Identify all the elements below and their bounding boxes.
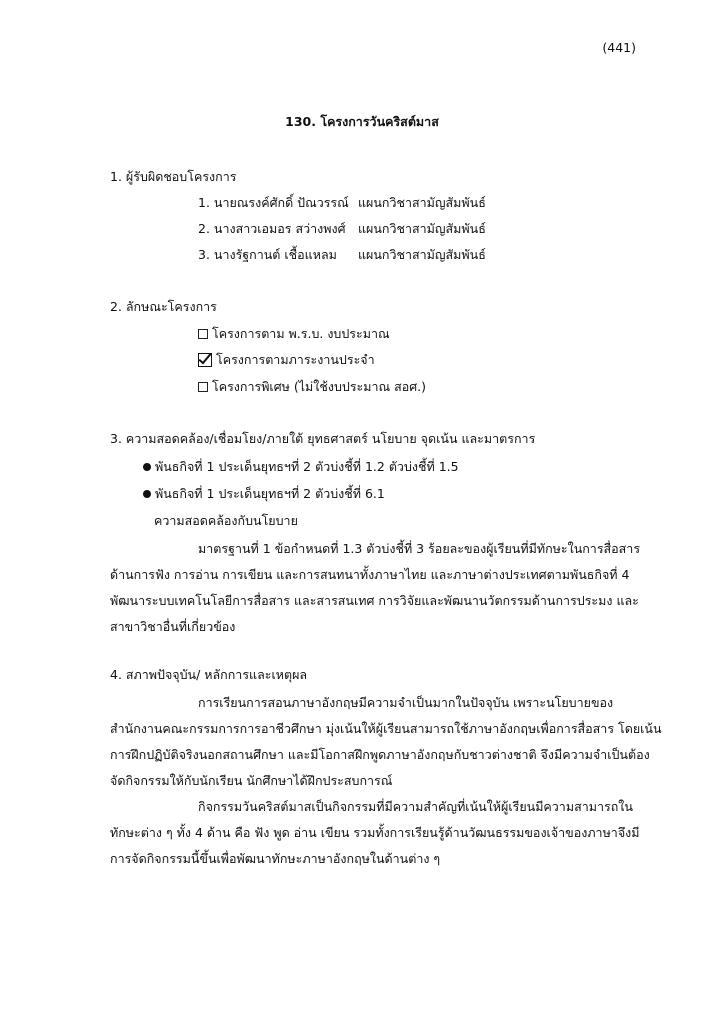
unchecked-box-icon	[198, 329, 208, 339]
responsible-person-1-name: 1. นายณรงค์ศักดิ์ ปัณวรรณ์	[198, 195, 349, 210]
page-number: (441)	[602, 40, 636, 55]
bullet-icon	[143, 490, 151, 498]
responsible-person-2-name: 2. นางสาวเอมอร สว่างพงศ์	[198, 221, 346, 236]
section-2-heading: 2. ลักษณะโครงการ	[110, 299, 217, 314]
paragraph-line: ด้านการฟัง การอ่าน การเขียน และการสนทนาทั้งภาษาไทย และภาษาต่างประเทศตามพันธกิจที่ 4	[110, 567, 630, 582]
responsible-person-1-dept: แผนกวิชาสามัญสัมพันธ์	[358, 195, 486, 210]
project-type-option-routine	[198, 350, 375, 370]
checked-box-icon	[198, 353, 212, 367]
paragraph-line: การเรียนการสอนภาษาอังกฤษมีความจำเป็นมากในปัจจุบัน เพราะนโยบายของ	[198, 695, 614, 710]
paragraph-line: การจัดกิจกรรมนี้ขึ้นเพื่อพัฒนาทักษะภาษาอังกฤษในด้านต่าง ๆ	[110, 851, 441, 866]
section-1-heading: 1. ผู้รับผิดชอบโครงการ	[110, 169, 237, 184]
paragraph-line: สำนักงานคณะกรรมการการอาชีวศึกษา มุ่งเน้นให้ผู้เรียนสามารถใช้ภาษาอังกฤษเพื่อการสื่อสาร โดยเน้น	[110, 721, 662, 736]
paragraph-line: มาตรฐานที่ 1 ข้อกำหนดที่ 1.3 ตัวบ่งชี้ที่ 3 ร้อยละของผู้เรียนที่มีทักษะในการสื่อสาร	[198, 541, 641, 556]
paragraph-line: จัดกิจกรรมให้กับนักเรียน นักศึกษาได้ฝึกประสบการณ์	[110, 773, 393, 788]
responsible-person-2-dept: แผนกวิชาสามัญสัมพันธ์	[358, 221, 486, 236]
unchecked-box-icon	[198, 382, 208, 392]
project-title: 130. โครงการวันคริสต์มาส	[285, 114, 439, 129]
paragraph-line: พัฒนาระบบเทคโนโลยีการสื่อสาร และสารสนเทศ การวิจัยและพัฒนานวัตกรรมด้านการประมง และ	[110, 593, 639, 608]
project-type-option-budget-act	[198, 324, 390, 344]
bullet-text: พันธกิจที่ 1 ประเด็นยุทธฯที่ 2 ตัวบ่งชี้ที่ 1.2 ตัวบ่งชี้ที่ 1.5	[155, 459, 459, 474]
policy-alignment-paragraph	[110, 536, 644, 640]
option-label: โครงการพิเศษ (ไม่ใช้งบประมาณ สอศ.)	[212, 379, 426, 394]
option-label: โครงการตามภาระงานประจำ	[216, 352, 375, 367]
paragraph-line: สาขาวิชาอื่นที่เกี่ยวข้อง	[110, 619, 236, 634]
paragraph-line: ทักษะต่าง ๆ ทั้ง 4 ด้าน คือ ฟัง พูด อ่าน เขียน รวมทั้งการเรียนรู้ด้านวัฒนธรรมของเจ้าของภาษาจึงมี	[110, 825, 640, 840]
policy-alignment-label: ความสอดคล้องกับนโยบาย	[154, 513, 298, 528]
section-3-heading: 3. ความสอดคล้อง/เชื่อมโยง/ภายใต้ ยุทธศาสตร์ นโยบาย จุดเน้น และมาตรการ	[110, 431, 536, 446]
rationale-paragraph-1	[110, 690, 662, 794]
responsible-person-3-dept: แผนกวิชาสามัญสัมพันธ์	[358, 247, 486, 262]
bullet-text: พันธกิจที่ 1 ประเด็นยุทธฯที่ 2 ตัวบ่งชี้ที่ 6.1	[155, 486, 385, 501]
bullet-icon	[143, 463, 151, 471]
project-type-option-special	[198, 377, 426, 397]
alignment-bullet-1	[143, 457, 459, 477]
alignment-bullet-2	[143, 484, 385, 504]
rationale-paragraph-2	[110, 794, 644, 872]
section-4-heading: 4. สภาพปัจจุบัน/ หลักการและเหตุผล	[110, 667, 308, 682]
responsible-person-3-name: 3. นางรัฐกานต์ เชื้อแหลม	[198, 247, 337, 262]
option-label: โครงการตาม พ.ร.บ. งบประมาณ	[212, 326, 390, 341]
paragraph-line: กิจกรรมวันคริสต์มาสเป็นกิจกรรมที่มีความสำคัญที่เน้นให้ผู้เรียนมีความสามารถใน	[198, 799, 633, 814]
paragraph-line: การฝึกปฏิบัติจริงนอกสถานศึกษา และมีโอกาสฝึกพูดภาษาอังกฤษกับชาวต่างชาติ จึงมีความจำเป็นต้อง	[110, 747, 650, 762]
